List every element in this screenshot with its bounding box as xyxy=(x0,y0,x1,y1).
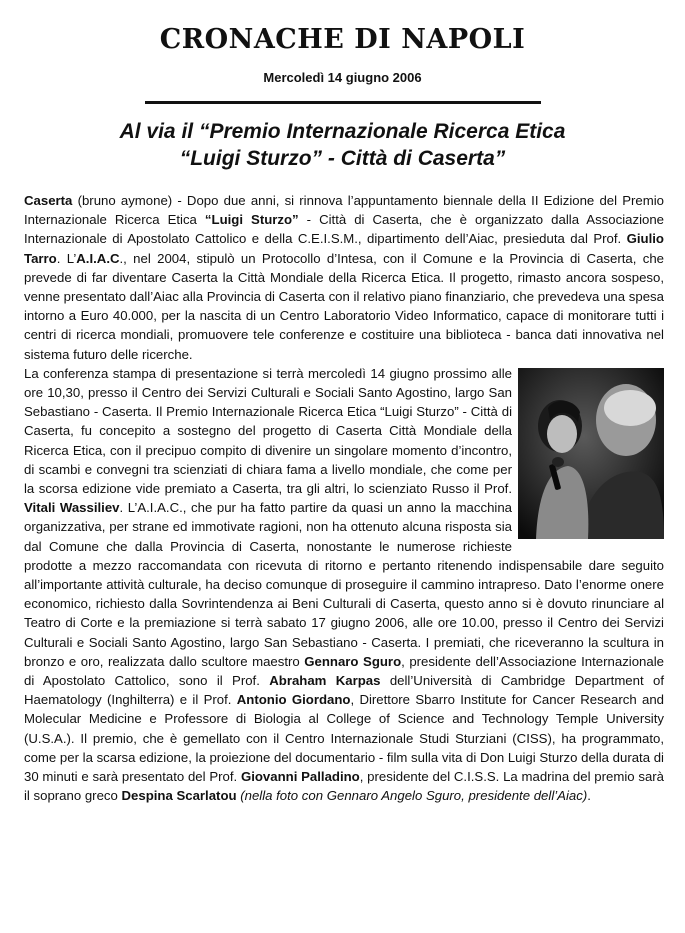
photo-illustration xyxy=(518,368,664,539)
dateline: Caserta xyxy=(24,193,73,208)
text-run: (bruno aymone) - Dopo due anni, si rinnova l’appuntamento biennale della II Edizione del Premio Internazionale Ricerca Etica xyxy=(24,193,664,228)
bold-run: Gennaro Sguro xyxy=(304,653,402,669)
article-photo xyxy=(518,368,664,539)
bold-run: “Luigi Sturzo” xyxy=(204,212,299,228)
article-paragraph-1 xyxy=(24,191,664,364)
text-run: dell’Università di Cambridge Department of Haematology (Inghilterra) e il Prof. xyxy=(24,673,664,708)
photo-caption: (nella foto con Gennaro Angelo Sguro, presidente dell’Aiac) xyxy=(236,788,588,804)
article-paragraph-2 xyxy=(24,364,664,806)
text-run: , presidente dell’Associazione Internazionale di Apostolato Cattolico, sono il Prof. xyxy=(24,653,664,689)
text-run: . L’A.I.A.C., che pur ha fatto partire da quasi un anno la macchina organizzativa, per strane ed immotivate ragioni, non ha ottenuto alcuna risposta sia dal Comune che dalla Provincia di Caserta, nonostante le numerose richieste prodotte a mezzo raccomandata con ricevuta di ritorno e pertanto ritenendo indispensabile dare seguito all’importante attività culturale, ha deciso comunque di proseguire il cammino intrapreso. Dato l’enorme onere economico, richiesto dalla Sovrintendenza ai Beni Culturali di Caserta, questo anno si è dovuto rinunciare al Teatro di Corte e la premiazione si terrà sabato 17 giugno 2006, alle ore 10.00, presso il Centro dei Servizi Culturali e Sociali Santo Agostino, largo San Sebastiano - Caserta. I premiati, che riceveranno la scultura in bronzo e oro, realizzata dallo scultore maestro xyxy=(24,500,664,669)
bold-run: A.I.A.C xyxy=(76,250,120,266)
text-run: . xyxy=(587,788,591,804)
bold-run: Vitali Wassiliev xyxy=(24,500,120,516)
bold-run: Despina Scarlatou xyxy=(121,788,237,804)
bold-run: Giovanni Palladino xyxy=(240,769,360,785)
publication-date: Mercoledì 14 giugno 2006 xyxy=(263,70,422,85)
text-run: - Città di Caserta, che è organizzato dalla Associazione Internazionale di Apostolato Cattolico e della C.E.I.S.M., dipartimento dell’Aiac, presieduta dal Prof. xyxy=(24,212,665,247)
headline-line-1: Al via il “Premio Internazionale Ricerca Etica xyxy=(119,120,566,143)
article-body xyxy=(24,191,664,806)
newspaper-masthead: CRONACHE DI NAPOLI xyxy=(159,24,526,55)
bold-run: Abraham Karpas xyxy=(269,673,381,689)
text-run: . L’ xyxy=(56,250,77,266)
text-run: ., nel 2004, stipulò un Protocollo d’Intesa, con il Comune e la Provincia di Caserta, che prevede di far diventare Caserta la Città Mondiale della Ricerca Etica. Il progetto, rimasto ancora sospeso, venne presentato dall’Aiac alla Provincia di Caserta con il relativo piano finanziario, che prevedeva una spesa intorno a Euro 40.000, per la nascita di un Centro Laboratorio Video Informatico, capace di monitorare tutti i centri di ricerca mondiali, promuovere tele conferenze e costituire una biblioteca - banca dati innovativa nel sistema futuro delle ricerche. xyxy=(24,250,664,362)
masthead-divider xyxy=(145,101,541,104)
bold-run: Antonio Giordano xyxy=(236,692,351,708)
text-run: , presidente del C.I.S.S. La madrina del premio sarà il soprano greco xyxy=(24,769,664,804)
bold-run: Giulio Tarro xyxy=(24,231,664,266)
text-run: , Direttore Sbarro Institute for Cancer Research and Molecular Medicine e Professore di Biologia al College of Science and Technology Temple University (U.S.A.). Il premio, che è gemellato con il Centro Internazionale Studi Sturziani (CISS), ha programmato, come per la scarsa edizione, la proiezione del documentario - film sulla vita di Don Luigi Sturzo della durata di 30 minuti e sarà presentato del Prof. xyxy=(24,692,664,785)
article-headline xyxy=(0,118,685,172)
text-run: La conferenza stampa di presentazione si terrà mercoledì 14 giugno prossimo alle ore 10,30, presso il Centro dei Servizi Culturali e Sociali Santo Agostino, largo San Sebastiano - Caserta. Il Premio Internazionale Ricerca Etica “Luigi Sturzo” - Città di Caserta, fu concepito a sostegno del progetto di Caserta Città Mondiale della Ricerca Etica, con il precipuo compito di divenire un singolare momento d’incontro, di scambi e convegni tra scienziati di chiara fama a livello mondiale, che come per la scorsa edizione vide premiato a Caserta, tra gli altri, lo scienziato Russo il Prof. xyxy=(24,365,512,497)
headline-line-2: “Luigi Sturzo” - Città di Caserta” xyxy=(179,147,506,170)
